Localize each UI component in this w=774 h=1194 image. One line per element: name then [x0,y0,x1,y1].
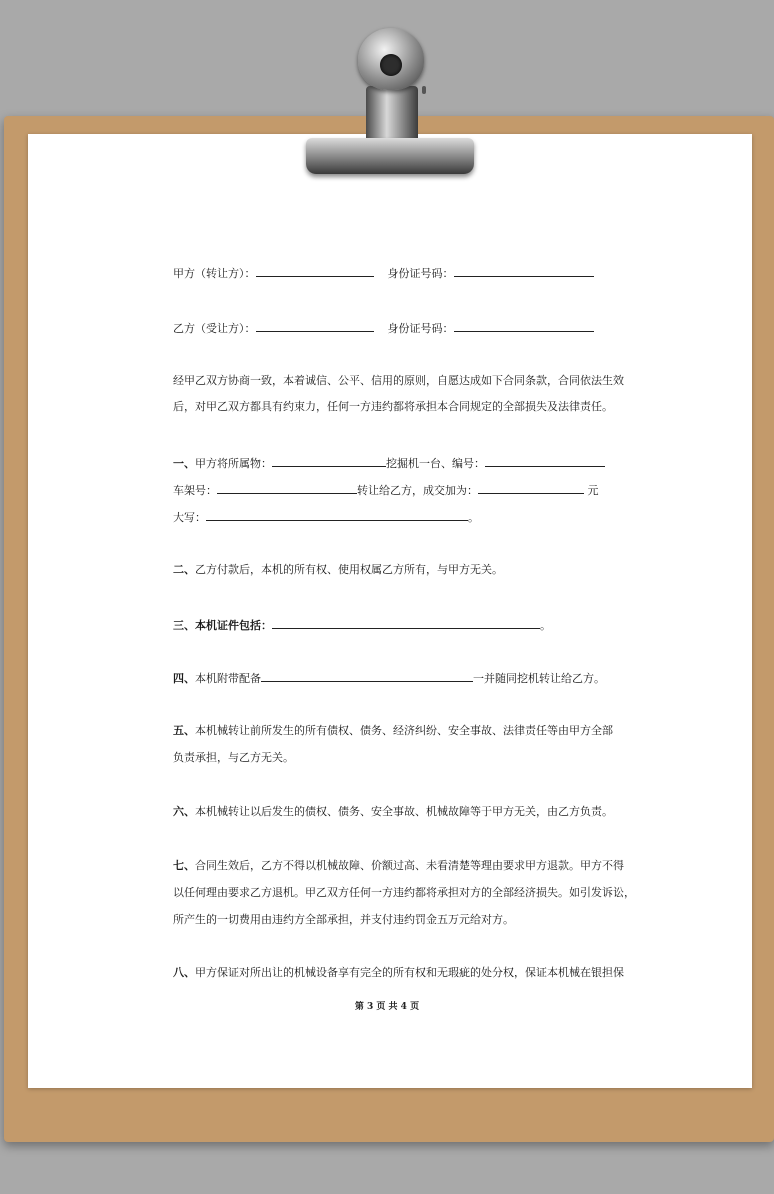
clause-3-end: 。 [540,619,551,632]
clause-1-text-c: 车架号： [173,484,217,497]
clause-1-line-c [173,509,479,525]
party-a-label: 甲方（转让方）： [173,267,256,280]
clause-6-text: 本机械转让以后发生的债权、债务、安全事故、机械故障等于甲方无关，由乙方负责。 [195,805,613,818]
party-a-id-label: 身份证号码： [387,267,454,280]
clip-pin [422,86,426,94]
clause-1-text-d: 转让给乙方，成交加为： [357,484,478,497]
clause-2-head: 二、 [173,563,195,576]
clause-5-line-a [173,724,613,738]
clause-6-head: 六、 [173,805,195,818]
clause-1-line-a [173,455,605,471]
party-b-id-blank[interactable] [454,320,594,332]
price-blank[interactable] [478,482,584,494]
serial-number-blank[interactable] [485,455,605,467]
clause-3 [173,617,551,633]
clause-7-line-b: 以任何理由要求乙方退机。甲乙双方任何一方违约都将承担对方的全部经济损失。如引发诉讼， [173,886,635,899]
clause-1-text-b: 挖掘机一台、编号： [386,457,485,470]
intro-line-a: 经甲乙双方协商一致，本着诚信、公平、信用的原则，自愿达成如下合同条款，合同依法生效 [173,374,624,387]
party-a-id-blank[interactable] [454,265,594,277]
frame-number-blank[interactable] [217,482,357,494]
accessories-blank[interactable] [261,670,473,682]
clause-4-head: 四、 [173,672,195,685]
certificates-blank[interactable] [272,617,540,629]
clause-4 [173,670,605,686]
clause-1-text-a: 甲方将所属物： [195,457,272,470]
clause-1-head: 一、 [173,457,195,470]
clause-3-text: 本机证件包括： [195,619,272,632]
clause-5-text-a: 本机械转让前所发生的所有债权、债务、经济纠纷、安全事故、法律责任等由甲方全部 [195,724,613,737]
party-a-line [173,265,594,281]
clause-4-text: 本机附带配备 [195,672,261,685]
clause-7-line-a [173,859,624,873]
clip-stem [366,86,418,144]
clause-5-head: 五、 [173,724,195,737]
party-b-blank[interactable] [256,320,374,332]
party-b-id-label: 身份证号码： [387,322,454,335]
clause-8-line-a [173,966,624,980]
clause-7-text-a: 合同生效后，乙方不得以机械故障、价额过高、未看清楚等理由要求甲方退款。甲方不得 [195,859,624,872]
clause-1-text-e: 元 [587,484,599,497]
clause-6 [173,805,613,819]
clip-hole [380,54,402,76]
clause-2-text: 乙方付款后，本机的所有权、使用权属乙方所有，与甲方无关。 [195,563,503,576]
intro-line-b: 后，对甲乙双方都具有约束力，任何一方违约都将承担本合同规定的全部损失及法律责任。 [173,400,613,413]
property-blank[interactable] [272,455,386,467]
page-number: 第 3 页 共 4 页 [354,1002,420,1012]
clause-1-line-b [173,482,599,498]
party-a-blank[interactable] [256,265,374,277]
clause-5-line-b: 负责承担，与乙方无关。 [173,751,294,764]
clause-7-line-c: 所产生的一切费用由违约方全部承担，并支付违约罚金五万元给对方。 [173,913,514,926]
price-in-words-blank[interactable] [206,509,468,521]
party-b-line [173,320,594,336]
clause-8-head: 八、 [173,966,195,979]
clause-3-head: 三、 [173,619,195,632]
clause-4-end: 一并随同挖机转让给乙方。 [473,672,605,685]
clause-1-text-g: 。 [468,511,479,524]
binder-clip [306,138,474,174]
clause-8-text-a: 甲方保证对所出让的机械设备享有完全的所有权和无瑕疵的处分权，保证本机械在银担保 [195,966,624,979]
clause-7-head: 七、 [173,859,195,872]
clause-1-text-f: 大写： [173,511,206,524]
clause-2 [173,563,503,577]
party-b-label: 乙方（受让方）： [173,322,256,335]
